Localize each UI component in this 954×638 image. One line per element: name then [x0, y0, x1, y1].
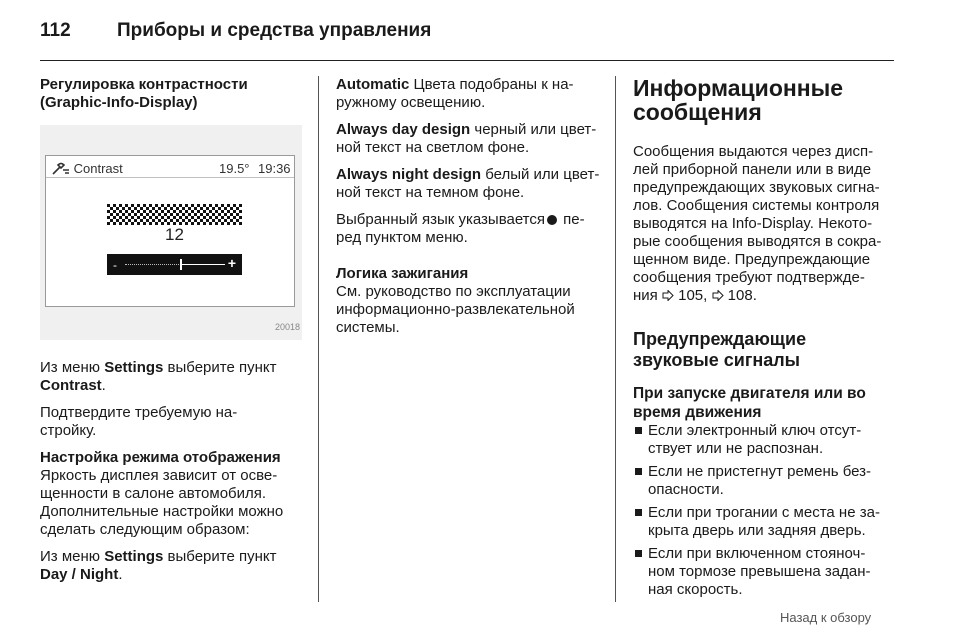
list-item: Если не пристегнут ремень без- опасности. — [633, 463, 895, 499]
slider-fill — [180, 264, 225, 265]
contrast-display-figure — [40, 125, 302, 340]
contrast-value: 12 — [165, 225, 184, 244]
slider-knob — [180, 259, 182, 270]
heading-info-messages: Информационные сообщения — [633, 75, 844, 125]
page-reference-arrow-icon — [662, 290, 674, 301]
column-middle — [336, 76, 606, 346]
paragraph-info-intro: Сообщения выдаются через дисп- лей приборной панели или в виде предупреждающих звуковых сигна- лов. Сообщения системы контроля выводятся на Info-Display. Некото- рые сообщения выводятся в сокра- щенном виде. Предупреждающие сообщения требуют подтвержде- ния 105, 108. — [633, 143, 882, 304]
minus-sign: - — [113, 258, 117, 272]
paragraph-ignition: См. руководство по эксплуатации информационно-развлекательной системы. — [336, 283, 575, 336]
list-item: Если при включенном стояноч- ном тормозе превышена задан- ная скорость. — [633, 545, 895, 599]
paragraph-settings-daynight: Из меню Settings выберите пункт Day / Night. — [40, 548, 277, 583]
temperature-readout: 19.5° — [219, 161, 250, 176]
column-left — [40, 76, 310, 593]
paragraph-day-design: Always day design черный или цвет- ной текст на светлом фоне. — [336, 121, 597, 156]
page-reference[interactable]: 105 — [678, 287, 704, 304]
paragraph-brightness: Яркость дисплея зависит от осве- щенности в салоне автомобиля. Дополнительные настройки можно сделать следующим образом: — [40, 467, 284, 538]
heading-warning-sounds: Предупреждающие звуковые сигналы — [633, 329, 807, 370]
paragraph-confirm: Подтвердите требуемую на- стройку. — [40, 404, 238, 439]
column-right — [633, 76, 895, 604]
contrast-label: Contrast — [52, 160, 123, 178]
subheading-display-mode: Настройка режима отображения — [40, 449, 281, 466]
info-display-screen — [45, 155, 295, 307]
subheading-contrast: Регулировка контрастности (Graphic-Info-Display) — [40, 76, 248, 111]
paragraph-night-design: Always night design белый или цвет- ной текст на темном фоне. — [336, 166, 600, 201]
bullet-dot-icon — [547, 215, 557, 225]
list-item: Если электронный ключ отсут- ствует или не распознан. — [633, 422, 895, 458]
page-reference-arrow-icon — [712, 290, 724, 301]
list-item: Если при трогании с места не за- крыта дверь или задняя дверь. — [633, 504, 895, 540]
back-to-overview-link[interactable]: Назад к обзору — [780, 610, 872, 625]
screen-divider — [46, 177, 294, 178]
column-divider — [318, 76, 319, 602]
contrast-slider — [107, 254, 242, 275]
page-number: 112 — [40, 20, 71, 41]
plus-sign: + — [227, 255, 236, 271]
figure-number: 20018 — [274, 322, 300, 332]
subheading-ignition: Логика зажигания — [336, 265, 469, 282]
page-reference[interactable]: 108 — [727, 287, 753, 304]
contrast-test-pattern — [107, 204, 242, 225]
warning-list — [633, 422, 895, 599]
time-readout: 19:36 — [258, 161, 291, 176]
heading-while-driving: При запуске двигателя или во время движения — [633, 385, 866, 421]
column-divider — [615, 76, 616, 602]
paragraph-settings-contrast: Из меню Settings выберите пункт Contrast. — [40, 359, 277, 394]
paragraph-language: Выбранный язык указывается пе- ред пунктом меню. — [336, 211, 585, 246]
settings-wrench-icon — [52, 162, 70, 176]
paragraph-automatic: Automatic Цвета подобраны к на- ружному освещению. — [336, 76, 574, 111]
page-title: Приборы и средства управления — [117, 20, 432, 41]
page-header — [40, 20, 894, 61]
